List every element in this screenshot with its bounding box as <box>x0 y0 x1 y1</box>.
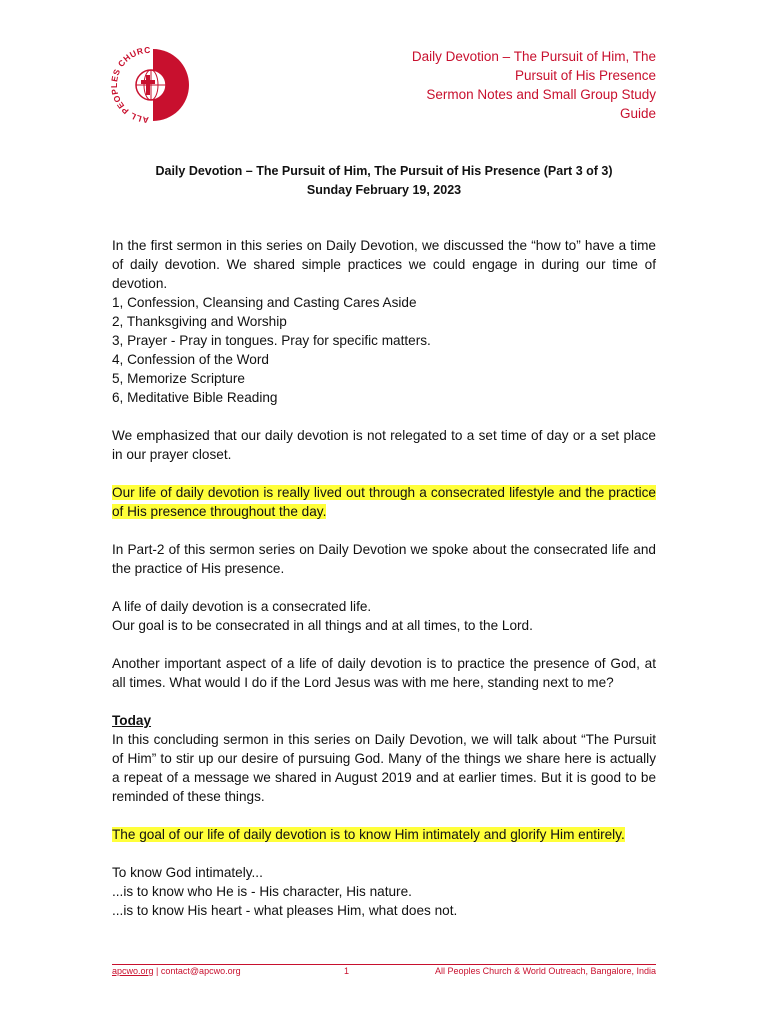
today-paragraph: In this concluding sermon in this series on Daily Devotion, we will talk about “The Pursuit of Him” to stir up our desire of pursuing God. Many of the things we share here is actually a repeat of a message we shared in August 2019 and at earlier times. But it is good to be reminded of these things. <box>112 732 656 804</box>
organization-name: All Peoples Church & World Outreach, Bangalore, India <box>435 966 656 976</box>
website-link[interactable]: apcwo.org <box>112 966 154 976</box>
today-heading: Today <box>112 713 152 728</box>
highlighted-text: Our life of daily devotion is really lived out through a consecrated lifestyle and the practice of His presence throughout the day. <box>112 485 656 519</box>
logo-ring-text: ALL PEOPLES CHURC <box>108 44 152 126</box>
header-line: Guide <box>619 106 656 121</box>
page-number: 1 <box>344 966 350 976</box>
text-line: ...is to know His heart - what pleases Him, what does not. <box>112 903 458 918</box>
highlighted-text: The goal of our life of daily devotion is to know Him intimately and glorify Him entirely. <box>112 827 625 842</box>
text-line: A life of daily devotion is a consecrated life. <box>112 599 372 614</box>
church-logo-icon <box>108 42 190 128</box>
list-item: 3, Prayer - Pray in tongues. Pray for specific matters. <box>112 333 431 348</box>
consecrated-paragraph <box>112 597 656 635</box>
highlight-paragraph-2 <box>112 825 656 844</box>
emphasized-paragraph: We emphasized that our daily devotion is not relegated to a set time of day or a set place in our prayer closet. <box>112 428 656 462</box>
know-god-list <box>112 863 656 920</box>
header-title <box>376 47 656 123</box>
list-item: 2, Thanksgiving and Worship <box>112 314 287 329</box>
email-text: contact@apcwo.org <box>160 966 241 976</box>
text-line: Our goal is to be consecrated in all things and at all times, to the Lord. <box>112 618 533 633</box>
presence-paragraph: Another important aspect of a life of daily devotion is to practice the presence of God, at all times. What would I do if the Lord Jesus was with me here, standing next to me? <box>112 656 656 690</box>
part2-paragraph: In Part-2 of this sermon series on Daily Devotion we spoke about the consecrated life and the practice of His presence. <box>112 542 656 576</box>
highlight-paragraph-1 <box>112 483 656 521</box>
list-item: 4, Confession of the Word <box>112 352 269 367</box>
document-body <box>112 236 656 920</box>
list-item: 5, Memorize Scripture <box>112 371 245 386</box>
title-line: Daily Devotion – The Pursuit of Him, The Pursuit of His Presence (Part 3 of 3) <box>155 164 613 178</box>
footer-separator: | <box>156 966 159 976</box>
intro-paragraph: In the first sermon in this series on Daily Devotion, we discussed the “how to” have a time of daily devotion. We shared simple practices we could engage in during our time of devotion. <box>112 238 656 291</box>
church-logo <box>108 42 190 128</box>
list-item: 6, Meditative Bible Reading <box>112 390 278 405</box>
text-line: ...is to know who He is - His character, His nature. <box>112 884 412 899</box>
document-title <box>112 162 656 200</box>
header-line: Pursuit of His Presence <box>514 68 656 83</box>
practices-list <box>112 293 656 407</box>
text-line: To know God intimately... <box>112 865 263 880</box>
footer-divider <box>112 964 656 965</box>
list-item: 1, Confession, Cleansing and Casting Cares Aside <box>112 295 417 310</box>
header-line: Daily Devotion – The Pursuit of Him, The <box>411 49 656 64</box>
title-date: Sunday February 19, 2023 <box>306 183 462 197</box>
header-line: Sermon Notes and Small Group Study <box>426 87 656 102</box>
page-footer <box>112 966 656 976</box>
